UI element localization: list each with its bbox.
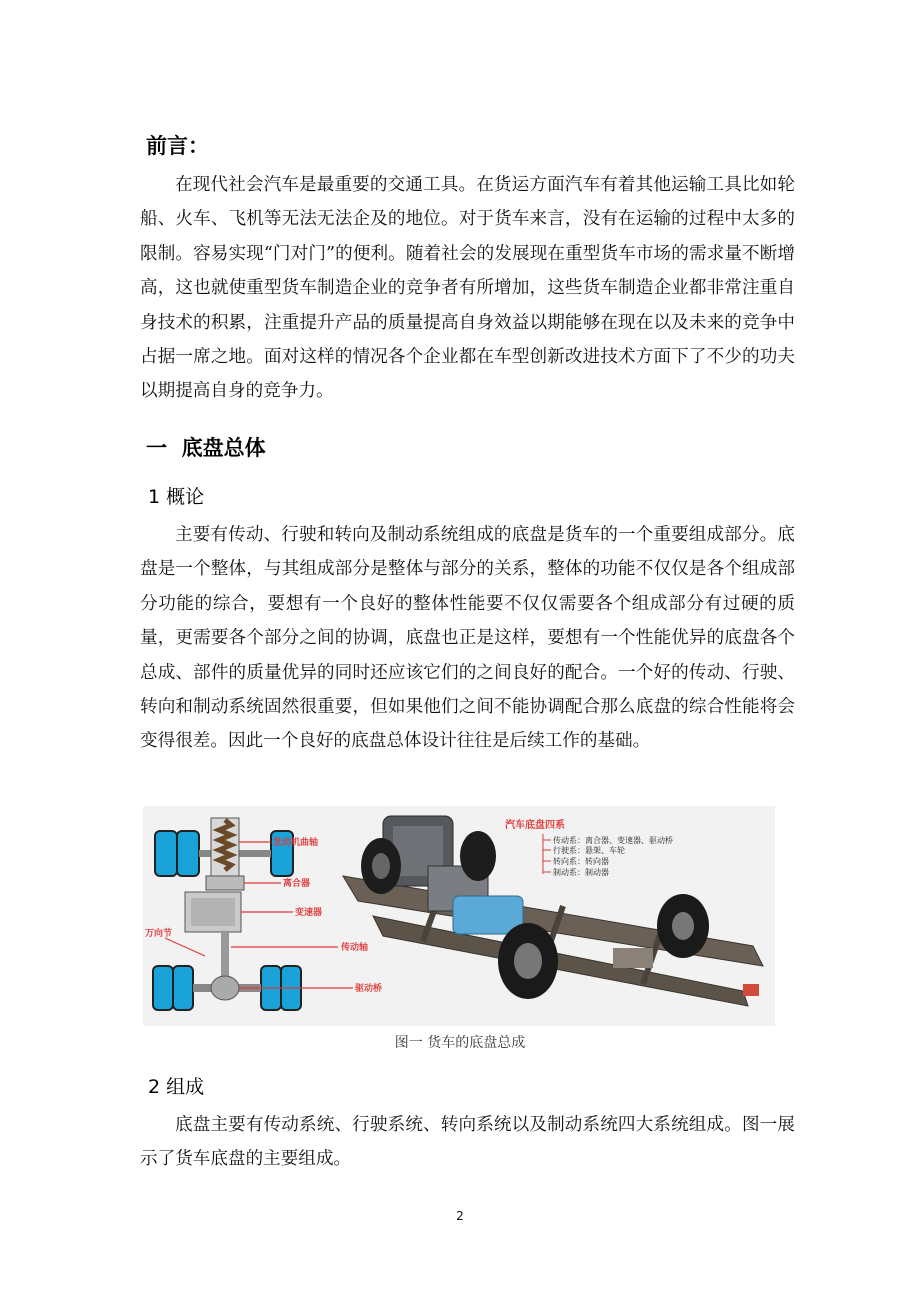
gearbox [185,892,241,932]
section1-heading: 1 概论 [148,486,205,508]
label-universal-joint: 万向节 [145,929,173,939]
engine-crankshaft [211,818,239,878]
figure-caption: 图一 货车的底盘总成 [394,1035,526,1051]
page-number: 2 [456,1209,464,1223]
label-driveshaft: 传动轴 [341,943,369,953]
chassis-diagram [143,806,775,1026]
legend-line: 传动系：离合器、变速器、驱动桥 [553,836,673,845]
section2-heading: 2 组成 [148,1076,205,1098]
label-engine-crankshaft: 发动机曲轴 [273,838,319,848]
legend-line: 行驶系：悬架、车轮 [553,846,625,855]
preface-heading: 前言： [146,134,209,158]
section2-paragraph: 底盘主要有传动系统、行驶系统、转向系统以及制动系统四大系统组成。图一展示了货车底盘的主要组成。 [140,1115,795,1170]
label-drive-axle: 驱动桥 [355,984,383,994]
chapter-heading: 一 底盘总体 [146,436,266,460]
section1-paragraph: 主要有传动、行驶和转向及制动系统组成的底盘是货车的一个重要组成部分。底盘是一个整体，与其组成部分是整体与部分的关系，整体的功能不仅仅是各个组成部分功能的综合，要想有一个良好的整体性能要不仅仅需要各个组成部分有过硬的质量，更需要各个部分之间的协调，底盘也正是这样，要想有一个性能优异的底盘各个总成、部件的质量优异的同时还应该它们的之间良好的配合。一个好的传动、行驶、转向和制动系统固然很重要，但如果他们之间不能协调配合那么底盘的综合性能将会变得很差。因此一个良好的底盘总体设计往往是后续工作的基础。 [140,525,795,752]
legend-title: 汽车底盘四系 [505,820,565,831]
legend-line: 制动系：制动器 [553,868,609,877]
clutch [206,876,244,890]
chassis-figure [143,806,775,1026]
label-clutch: 离合器 [283,879,311,889]
label-gearbox: 变速器 [295,908,323,918]
preface-paragraph: 在现代社会汽车是最重要的交通工具。在货运方面汽车有着其他运输工具比如轮船、火车、飞机等无法无法企及的地位。对于货车来言，没有在运输的过程中太多的限制。容易实现“门对门”的便利。随着社会的发展现在重型货车市场的需求量不断增高，这也就使重型货车制造企业的竞争者有所增加，这些货车制造企业都非常注重自身技术的积累，注重提升产品的质量提高自身效益以期能够在现在以及未来的竞争中占据一席之地。面对这样的情况各个企业都在车型创新改进技术方面下了不少的功夫以期提高自身的竞争力。 [140,175,795,402]
legend-line: 转向系：转向器 [553,857,609,866]
driveshaft-rod [221,932,229,982]
